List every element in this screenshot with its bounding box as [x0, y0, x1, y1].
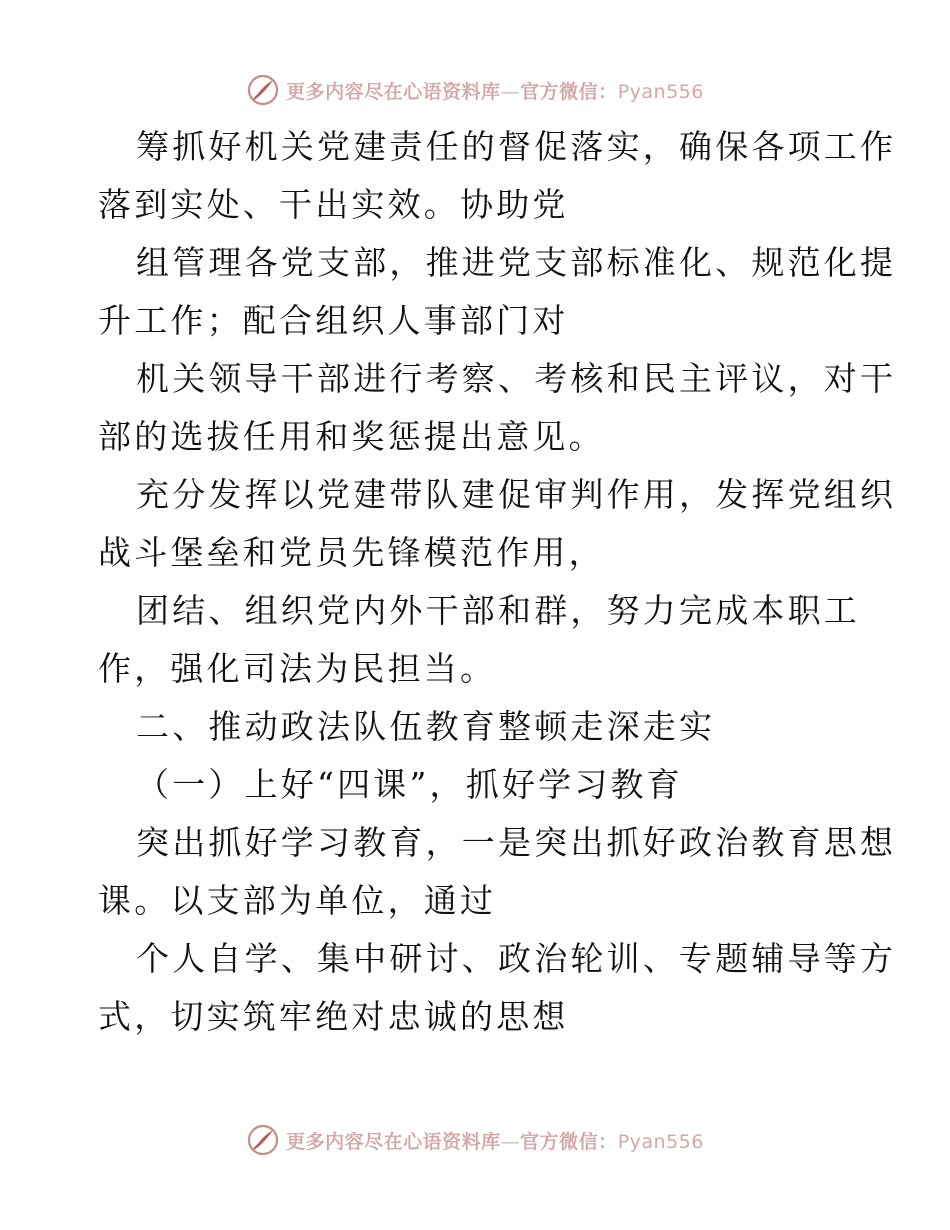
text-line: 组管理各党支部，推进党支部标准化、规范化提 [136, 243, 897, 282]
header-watermark [0, 70, 950, 110]
document-body [98, 118, 897, 1046]
text-line: 筹抓好机关党建责任的督促落实，确保各项工作 [136, 127, 897, 166]
text-line: 式，切实筑牢绝对忠诚的思想 [98, 997, 569, 1036]
footer-watermark [0, 1120, 950, 1160]
text-line: 战斗堡垒和党员先锋模范作用， [98, 533, 605, 572]
text-line: 课。以支部为单位，通过 [98, 881, 497, 920]
text-line: 升工作；配合组织人事部门对 [98, 301, 569, 340]
feather-pen-logo-icon [246, 73, 280, 107]
text-line: 作，强化司法为民担当。 [98, 649, 497, 688]
text-line: 个人自学、集中研讨、政治轮训、专题辅导等方 [136, 939, 897, 978]
text-line: 突出抓好学习教育，一是突出抓好政治教育思想 [136, 823, 897, 862]
text-line: 团结、组织党内外干部和群，努力完成本职工 [136, 591, 860, 630]
text-line: （一）上好“四课”，抓好学习教育 [136, 765, 683, 804]
text-line: 落到实处、干出实效。协助党 [98, 185, 569, 224]
watermark-text: 更多内容尽在心语资料库—官方微信：Pyan556 [286, 80, 704, 103]
text-line: 二、推动政法队伍教育整顿走深走实 [136, 707, 716, 746]
feather-pen-logo-icon [246, 1123, 280, 1157]
watermark-text: 更多内容尽在心语资料库—官方微信：Pyan556 [286, 1130, 704, 1153]
text-line: 部的选拔任用和奖惩提出意见。 [98, 417, 605, 456]
text-line: 充分发挥以党建带队建促审判作用，发挥党组织 [136, 475, 897, 514]
text-line: 机关领导干部进行考察、考核和民主评议，对干 [136, 359, 897, 398]
